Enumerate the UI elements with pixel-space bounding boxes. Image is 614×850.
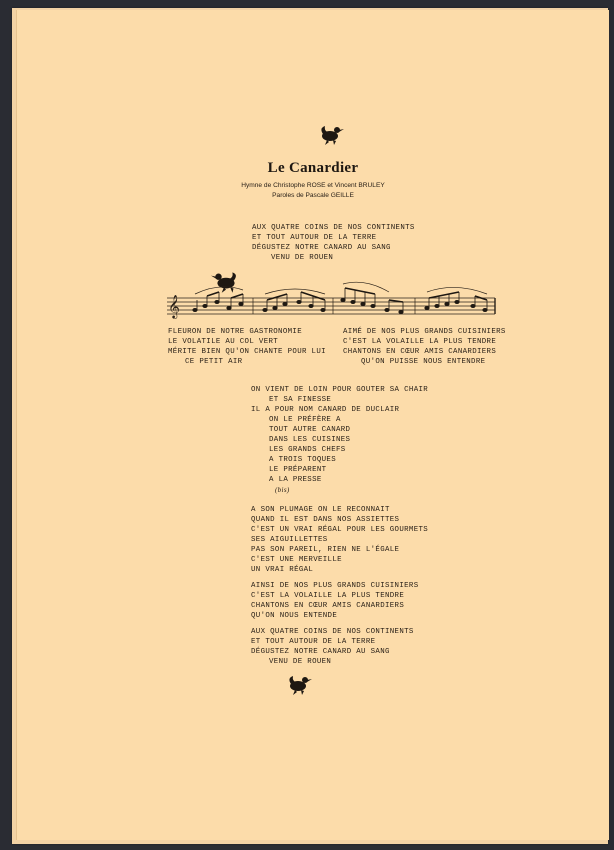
lyric-line: AIMÉ DE NOS PLUS GRANDS CUISINIERS: [343, 328, 506, 336]
lyric-line: TOUT AUTRE CANARD: [269, 426, 351, 434]
lyric-line: QU'ON PUISSE NOUS ENTENDRE: [361, 358, 486, 366]
lyric-line: VENU DE ROUEN: [269, 658, 332, 666]
duck-ornament-top-icon: [317, 122, 345, 146]
lyric-line: ET TOUT AUTOUR DE LA TERRE: [251, 638, 376, 646]
lyric-line: MÉRITE BIEN QU'ON CHANTE POUR LUI: [168, 348, 326, 356]
lyric-line: CE PETIT AIR: [185, 358, 243, 366]
lyric-line: QUAND IL EST DANS NOS ASSIETTES: [251, 516, 400, 524]
lyric-line: C'EST LA VOLAILLE LA PLUS TENDRE: [251, 592, 405, 600]
lyric-line: AUX QUATRE COINS DE NOS CONTINENTS: [252, 224, 415, 232]
lyric-line: C'EST LA VOLAILLE LA PLUS TENDRE: [343, 338, 497, 346]
lyric-line: A LA PRESSE: [269, 476, 322, 484]
lyric-line: C'EST UN VRAI RÉGAL POUR LES GOURMETS: [251, 526, 429, 534]
bis-marker: (bis): [275, 486, 290, 494]
paper-sheet: [16, 10, 609, 840]
lyric-line: A TROIS TOQUES: [269, 456, 336, 464]
lyric-line: A SON PLUMAGE ON LE RECONNAIT: [251, 506, 390, 514]
lyric-line: IL A POUR NOM CANARD DE DUCLAIR: [251, 406, 400, 414]
lyric-line: DÉGUSTEZ NOTRE CANARD AU SANG: [251, 648, 390, 656]
svg-text:𝄞: 𝄞: [168, 294, 180, 318]
lyric-line: PAS SON PAREIL, RIEN NE L'ÉGALE: [251, 546, 400, 554]
lyric-line: DÉGUSTEZ NOTRE CANARD AU SANG: [252, 244, 391, 252]
lyric-line: ON LE PRÉFÈRE A: [269, 416, 341, 424]
credit-composers: Hymne de Christophe ROSE et Vincent BRULEY: [241, 182, 385, 189]
lyric-line: LE PRÉPARENT: [269, 466, 327, 474]
lyric-line: ET SA FINESSE: [269, 396, 332, 404]
duck-ornament-bottom-icon: [285, 672, 313, 696]
music-staff: [165, 280, 497, 330]
lyric-line: AUX QUATRE COINS DE NOS CONTINENTS: [251, 628, 414, 636]
lyric-line: SES AIGUILLETTES: [251, 536, 328, 544]
lyric-line: CHANTONS EN CŒUR AMIS CANARDIERS: [251, 602, 405, 610]
lyric-line: ON VIENT DE LOIN POUR GOUTER SA CHAIR: [251, 386, 429, 394]
lyric-line: ET TOUT AUTOUR DE LA TERRE: [252, 234, 377, 242]
document-title: Le Canardier: [267, 160, 359, 176]
lyric-line: DANS LES CUISINES: [269, 436, 351, 444]
lyric-line: UN VRAI RÉGAL: [251, 566, 314, 574]
lyric-line: AINSI DE NOS PLUS GRANDS CUISINIERS: [251, 582, 419, 590]
credit-lyricist: Paroles de Pascale GEILLE: [272, 192, 354, 199]
lyric-line: C'EST UNE MERVEILLE: [251, 556, 342, 564]
lyric-line: LES GRANDS CHEFS: [269, 446, 346, 454]
lyric-line: CHANTONS EN CŒUR AMIS CANARDIERS: [343, 348, 497, 356]
lyric-line: LE VOLATILE AU COL VERT: [168, 338, 279, 346]
lyric-line: VENU DE ROUEN: [271, 254, 334, 262]
lyric-line: QU'ON NOUS ENTENDE: [251, 612, 338, 620]
lyric-line: FLEURON DE NOTRE GASTRONOMIE: [168, 328, 302, 336]
